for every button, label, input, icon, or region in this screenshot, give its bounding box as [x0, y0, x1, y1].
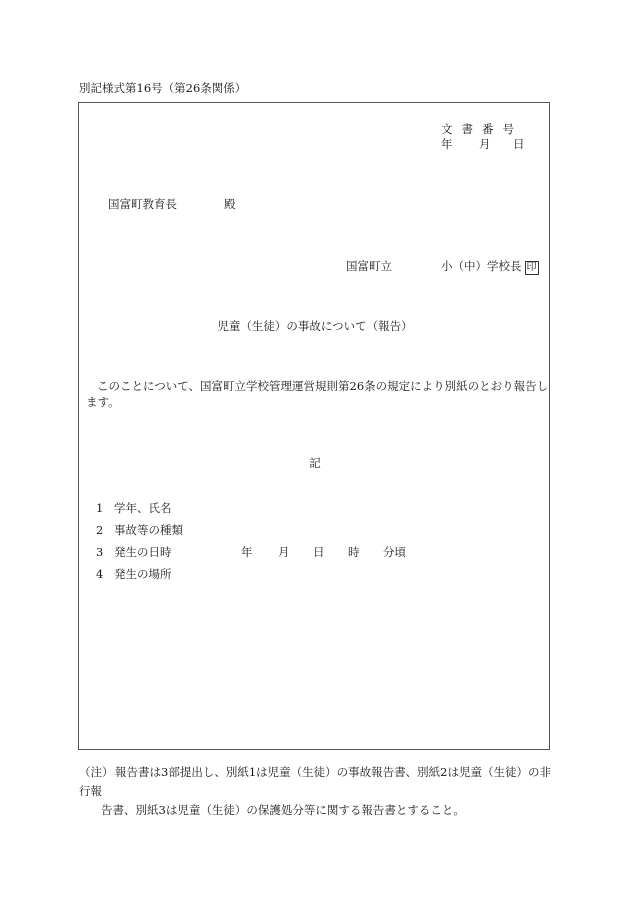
footnote-head: （注） [79, 765, 114, 779]
footnote-text-2: 告書、別紙3は児童（生徒）の保護処分等に関する報告書とすること。 [101, 803, 465, 817]
list-item [96, 566, 172, 582]
body-text: このことについて、国富町立学校管理運営規則第26条の規定により別紙のとおり報告します。 [86, 379, 549, 409]
item-label: 学年、氏名 [114, 501, 172, 515]
date-line [441, 136, 525, 152]
item-number: 3 [96, 545, 104, 559]
dt-minute: 分頃 [383, 545, 406, 559]
dt-month: 月 [278, 545, 290, 559]
honorific: 殿 [224, 197, 236, 211]
item-label: 発生の場所 [114, 567, 172, 581]
document-number-label: 文書番号 [441, 122, 523, 136]
footnote [79, 763, 559, 820]
ki-heading: 記 [309, 456, 321, 470]
sender-school [441, 258, 539, 275]
item-number: 2 [96, 523, 104, 537]
datetime-fields [241, 544, 406, 560]
footnote-text-1: 報告書は3部提出し、別紙1は児童（生徒）の事故報告書、別紙2は児童（生徒）の非行報 [79, 765, 551, 798]
sender-school-title: 小（中）学校長 [441, 259, 522, 273]
item-label: 発生の日時 [114, 545, 172, 559]
date-year: 年 [441, 137, 453, 151]
list-item [96, 522, 183, 538]
item-number: 4 [96, 567, 104, 581]
footnote-line-1 [79, 763, 559, 801]
date-month: 月 [479, 137, 491, 151]
sender-place: 国富町立 [346, 259, 392, 273]
form-title: 別記様式第16号（第26条関係） [79, 81, 247, 95]
date-day: 日 [513, 137, 525, 151]
subject-title: 児童（生徒）の事故について（報告） [217, 319, 413, 333]
item-label: 事故等の種類 [114, 523, 183, 537]
dt-hour: 時 [348, 545, 360, 559]
list-item [96, 544, 172, 560]
addressee: 国富町教育長 [108, 197, 177, 211]
dt-day: 日 [313, 545, 325, 559]
list-item [96, 500, 172, 516]
item-number: 1 [96, 501, 104, 515]
seal-mark: 印 [526, 262, 537, 273]
dt-year: 年 [241, 545, 253, 559]
